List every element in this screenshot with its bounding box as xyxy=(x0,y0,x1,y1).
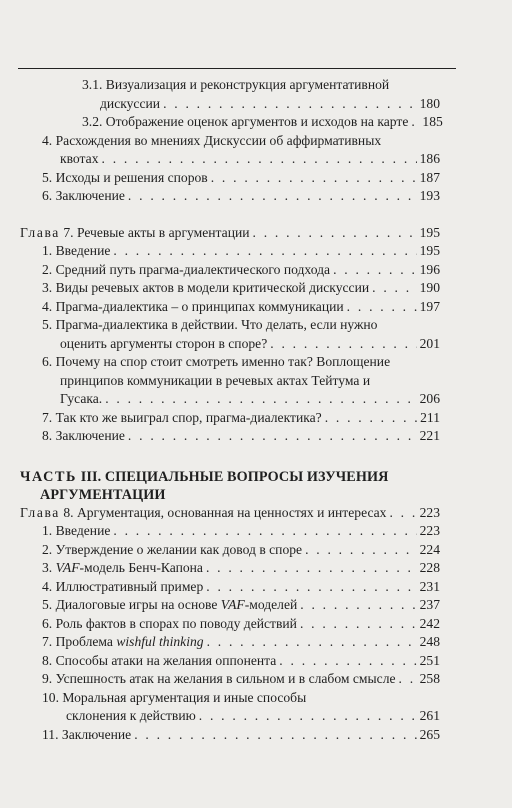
toc-entry-3-2[interactable]: 3.2. Отображение оценок аргументов и исходов на карте . . . 185 xyxy=(0,113,440,132)
toc-item[interactable]: 4. Прагма-диалектика – о принципах коммуникации . . . 197 xyxy=(0,298,440,317)
leader-dots xyxy=(411,113,419,132)
leader-dots xyxy=(279,652,416,671)
leader-dots xyxy=(128,427,417,446)
leader-dots xyxy=(113,522,416,541)
page-number: 180 xyxy=(419,95,440,111)
page-number: 237 xyxy=(419,597,440,612)
toc-item[interactable]: 7. Так кто же выиграл спор, прагма-диалектика? . . . 211 xyxy=(0,409,440,428)
toc-entry-3-1[interactable]: 3.1. Визуализация и реконструкция аргументативной дискуссии . . . 180 xyxy=(0,76,440,113)
page-number: 228 xyxy=(419,560,440,575)
toc-entry-6[interactable]: 6. Заключение . . . 193 xyxy=(0,187,440,206)
toc-item[interactable]: 2. Утверждение о желании как довод в споре . . . 224 xyxy=(0,541,440,560)
page-number: 201 xyxy=(419,335,440,351)
leader-dots xyxy=(333,261,417,280)
part-title-cont: АРГУМЕНТАЦИИ xyxy=(40,486,166,503)
page-number: 195 xyxy=(419,243,440,258)
leader-dots xyxy=(300,615,417,634)
page-number: 258 xyxy=(419,671,440,686)
part-title: III. СПЕЦИАЛЬНЫЕ ВОПРОСЫ ИЗУЧЕНИЯ xyxy=(80,468,389,485)
page-number: 223 xyxy=(419,504,440,520)
chapter-prefix: Глава xyxy=(20,224,60,240)
page-number: 248 xyxy=(419,634,440,649)
page-number: 221 xyxy=(419,428,440,443)
toc-item[interactable]: 11. Заключение . . . 265 xyxy=(0,726,440,745)
page-number: 185 xyxy=(422,114,443,129)
chapter-title: 8. Аргументация, основанная на ценностях и интересах xyxy=(63,504,387,520)
page-number: 265 xyxy=(419,726,440,742)
leader-dots xyxy=(305,541,417,560)
header-rule xyxy=(18,68,456,69)
page-number: 190 xyxy=(419,280,440,295)
leader-dots xyxy=(372,279,416,298)
toc-item[interactable]: 2. Средний путь прагма-диалектического подхода . . . 196 xyxy=(0,261,440,280)
toc-item[interactable]: 10. Моральная аргументация и иные способы склонения к действию . . . 261 xyxy=(0,689,440,726)
toc-item[interactable]: 7. Проблема wishful thinking . . . 248 xyxy=(0,633,440,652)
page-number: 196 xyxy=(419,261,440,277)
page-number: 187 xyxy=(419,169,440,185)
leader-dots xyxy=(113,242,416,261)
leader-dots xyxy=(270,335,416,354)
page-number: 223 xyxy=(419,523,440,538)
page-number: 211 xyxy=(420,409,440,425)
toc-item[interactable]: 1. Введение . . . 223 xyxy=(0,522,440,541)
page-number: 242 xyxy=(419,615,440,631)
leader-dots xyxy=(300,596,416,615)
leader-dots xyxy=(102,150,417,169)
leader-dots xyxy=(399,670,417,689)
toc-item[interactable]: 5. Диалоговые игры на основе VAF-моделей . . . 237 xyxy=(0,596,440,615)
toc-chapter-8[interactable] xyxy=(0,504,440,523)
toc-item[interactable]: 8. Заключение . . . 221 xyxy=(0,427,440,446)
toc-entry-4[interactable]: 4. Расхождения во мнениях Дискуссии об аффирмативных квотах . . . 186 xyxy=(0,132,440,169)
leader-dots xyxy=(206,559,417,578)
leader-dots xyxy=(163,95,417,114)
leader-dots xyxy=(211,169,417,188)
page-number: 186 xyxy=(419,151,440,166)
leader-dots xyxy=(206,578,416,597)
page-number: 206 xyxy=(419,391,440,406)
toc-chapter-7[interactable] xyxy=(0,224,440,243)
page-number: 231 xyxy=(419,578,440,594)
toc-item[interactable]: 1. Введение . . . 195 xyxy=(0,242,440,261)
leader-dots xyxy=(207,633,417,652)
leader-dots xyxy=(389,504,416,523)
toc-item[interactable]: 5. Прагма-диалектика в действии. Что делать, если нужно оценить аргументы сторон в споре? . . . 201 xyxy=(0,316,440,353)
leader-dots xyxy=(134,726,416,745)
chapter-prefix: Глава xyxy=(20,504,60,520)
page-number: 193 xyxy=(419,188,440,203)
leader-dots xyxy=(105,390,416,409)
leader-dots xyxy=(325,409,417,428)
page-number: 224 xyxy=(419,541,440,557)
leader-dots xyxy=(253,224,417,243)
table-of-contents xyxy=(0,76,512,744)
leader-dots xyxy=(199,707,417,726)
leader-dots xyxy=(128,187,417,206)
toc-item[interactable]: 6. Почему на спор стоит смотреть именно так? Воплощение принципов коммуникации в речевых актах Тейтума и Гусака. . . . 206 xyxy=(0,353,440,409)
toc-item[interactable]: 8. Способы атаки на желания оппонента . . . 251 xyxy=(0,652,440,671)
toc-part-3[interactable] xyxy=(0,468,512,504)
page-number: 251 xyxy=(419,652,440,668)
toc-entry-5[interactable]: 5. Исходы и решения споров . . . 187 xyxy=(0,169,440,188)
toc-item[interactable]: 6. Роль фактов в спорах по поводу действий . . . 242 xyxy=(0,615,440,634)
page-number: 197 xyxy=(419,298,440,314)
toc-item[interactable]: 3. VAF-модель Бенч-Капона . . . 228 xyxy=(0,559,440,578)
leader-dots xyxy=(347,298,417,317)
page-number: 261 xyxy=(419,708,440,723)
part-prefix: ЧАСТЬ xyxy=(20,468,78,485)
toc-item[interactable]: 4. Иллюстративный пример . . . 231 xyxy=(0,578,440,597)
page-number: 195 xyxy=(419,224,440,240)
toc-item[interactable]: 3. Виды речевых актов в модели критической дискуссии . . . 190 xyxy=(0,279,440,298)
toc-item[interactable]: 9. Успешность атак на желания в сильном и в слабом смысле . . . 258 xyxy=(0,670,440,689)
chapter-title: 7. Речевые акты в аргументации xyxy=(63,224,250,240)
